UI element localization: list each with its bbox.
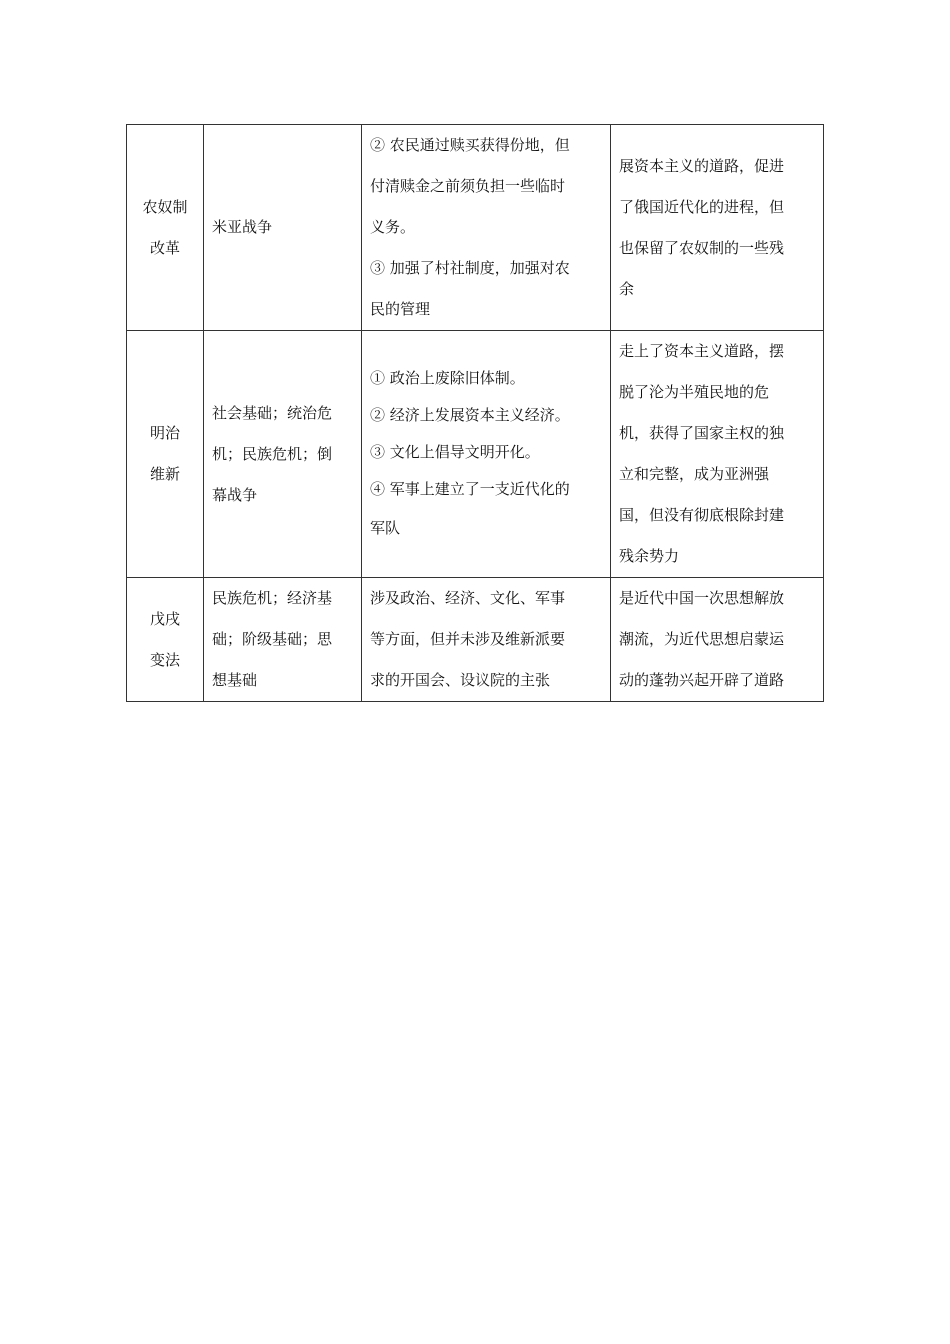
content-line: 军队 bbox=[370, 518, 401, 537]
reform-name-cell bbox=[127, 578, 204, 702]
impact-cell bbox=[611, 125, 824, 331]
background-line: 社会基础；统治危 bbox=[212, 403, 333, 422]
impact-line: 残余势力 bbox=[619, 547, 680, 565]
content-line: ④ 军事上建立了一支近代化的 bbox=[370, 479, 570, 498]
background-cell bbox=[204, 331, 362, 578]
impact-line: 展资本主义的道路，促进 bbox=[619, 156, 785, 175]
impact-line: 动的蓬勃兴起开辟了道路 bbox=[619, 671, 785, 689]
content-cell bbox=[362, 125, 611, 331]
content-line: 等方面，但并未涉及维新派要 bbox=[370, 630, 566, 648]
impact-line: 也保留了农奴制的一些残 bbox=[619, 238, 785, 257]
content-line: 涉及政治、经济、文化、军事 bbox=[370, 589, 566, 607]
reform-name-line: 维新 bbox=[149, 465, 180, 483]
content-cell bbox=[362, 578, 611, 702]
impact-cell bbox=[611, 331, 824, 578]
content-line: ③ 文化上倡导文明开化。 bbox=[370, 442, 540, 461]
background-cell bbox=[204, 578, 362, 702]
table-row bbox=[127, 125, 824, 331]
reform-name-line: 变法 bbox=[149, 650, 180, 669]
table-row bbox=[127, 331, 824, 578]
impact-line: 脱了沦为半殖民地的危 bbox=[619, 383, 770, 401]
content-line: 民的管理 bbox=[370, 300, 431, 318]
reform-name-line: 明治 bbox=[149, 424, 180, 442]
impact-line: 余 bbox=[619, 279, 635, 298]
content-line: ③ 加强了村社制度，加强对农 bbox=[370, 259, 570, 277]
content-cell bbox=[362, 331, 611, 578]
impact-cell bbox=[611, 578, 824, 702]
background-line: 幕战争 bbox=[212, 485, 258, 504]
impact-line: 机，获得了国家主权的独 bbox=[619, 424, 785, 442]
content-line: ① 政治上废除旧体制。 bbox=[370, 368, 525, 387]
reform-name-line: 农奴制 bbox=[142, 197, 188, 216]
impact-line: 立和完整，成为亚洲强 bbox=[619, 465, 770, 483]
table-row bbox=[127, 578, 824, 702]
content-line: 付清赎金之前须负担一些临时 bbox=[370, 177, 566, 195]
reform-name-cell bbox=[127, 331, 204, 578]
background-line: 米亚战争 bbox=[212, 218, 273, 236]
background-line: 础；阶级基础；思 bbox=[212, 630, 333, 648]
background-cell bbox=[204, 125, 362, 331]
background-line: 机；民族危机；倒 bbox=[212, 444, 333, 463]
impact-line: 是近代中国一次思想解放 bbox=[619, 589, 785, 607]
reform-name-line: 戊戌 bbox=[149, 609, 180, 628]
content-line: ② 经济上发展资本主义经济。 bbox=[370, 405, 570, 424]
reform-name-cell bbox=[127, 125, 204, 331]
reform-name-line: 改革 bbox=[149, 238, 180, 257]
background-line: 民族危机；经济基 bbox=[212, 589, 333, 607]
background-line: 想基础 bbox=[212, 671, 258, 689]
content-line: 义务。 bbox=[370, 218, 416, 236]
reform-comparison-table bbox=[126, 124, 824, 702]
impact-line: 了俄国近代化的进程，但 bbox=[619, 197, 785, 216]
impact-line: 走上了资本主义道路，摆 bbox=[619, 342, 785, 360]
impact-line: 潮流，为近代思想启蒙运 bbox=[619, 630, 785, 648]
content-line: ② 农民通过赎买获得份地，但 bbox=[370, 136, 570, 154]
impact-line: 国，但没有彻底根除封建 bbox=[619, 506, 785, 524]
content-line: 求的开国会、设议院的主张 bbox=[370, 671, 551, 689]
